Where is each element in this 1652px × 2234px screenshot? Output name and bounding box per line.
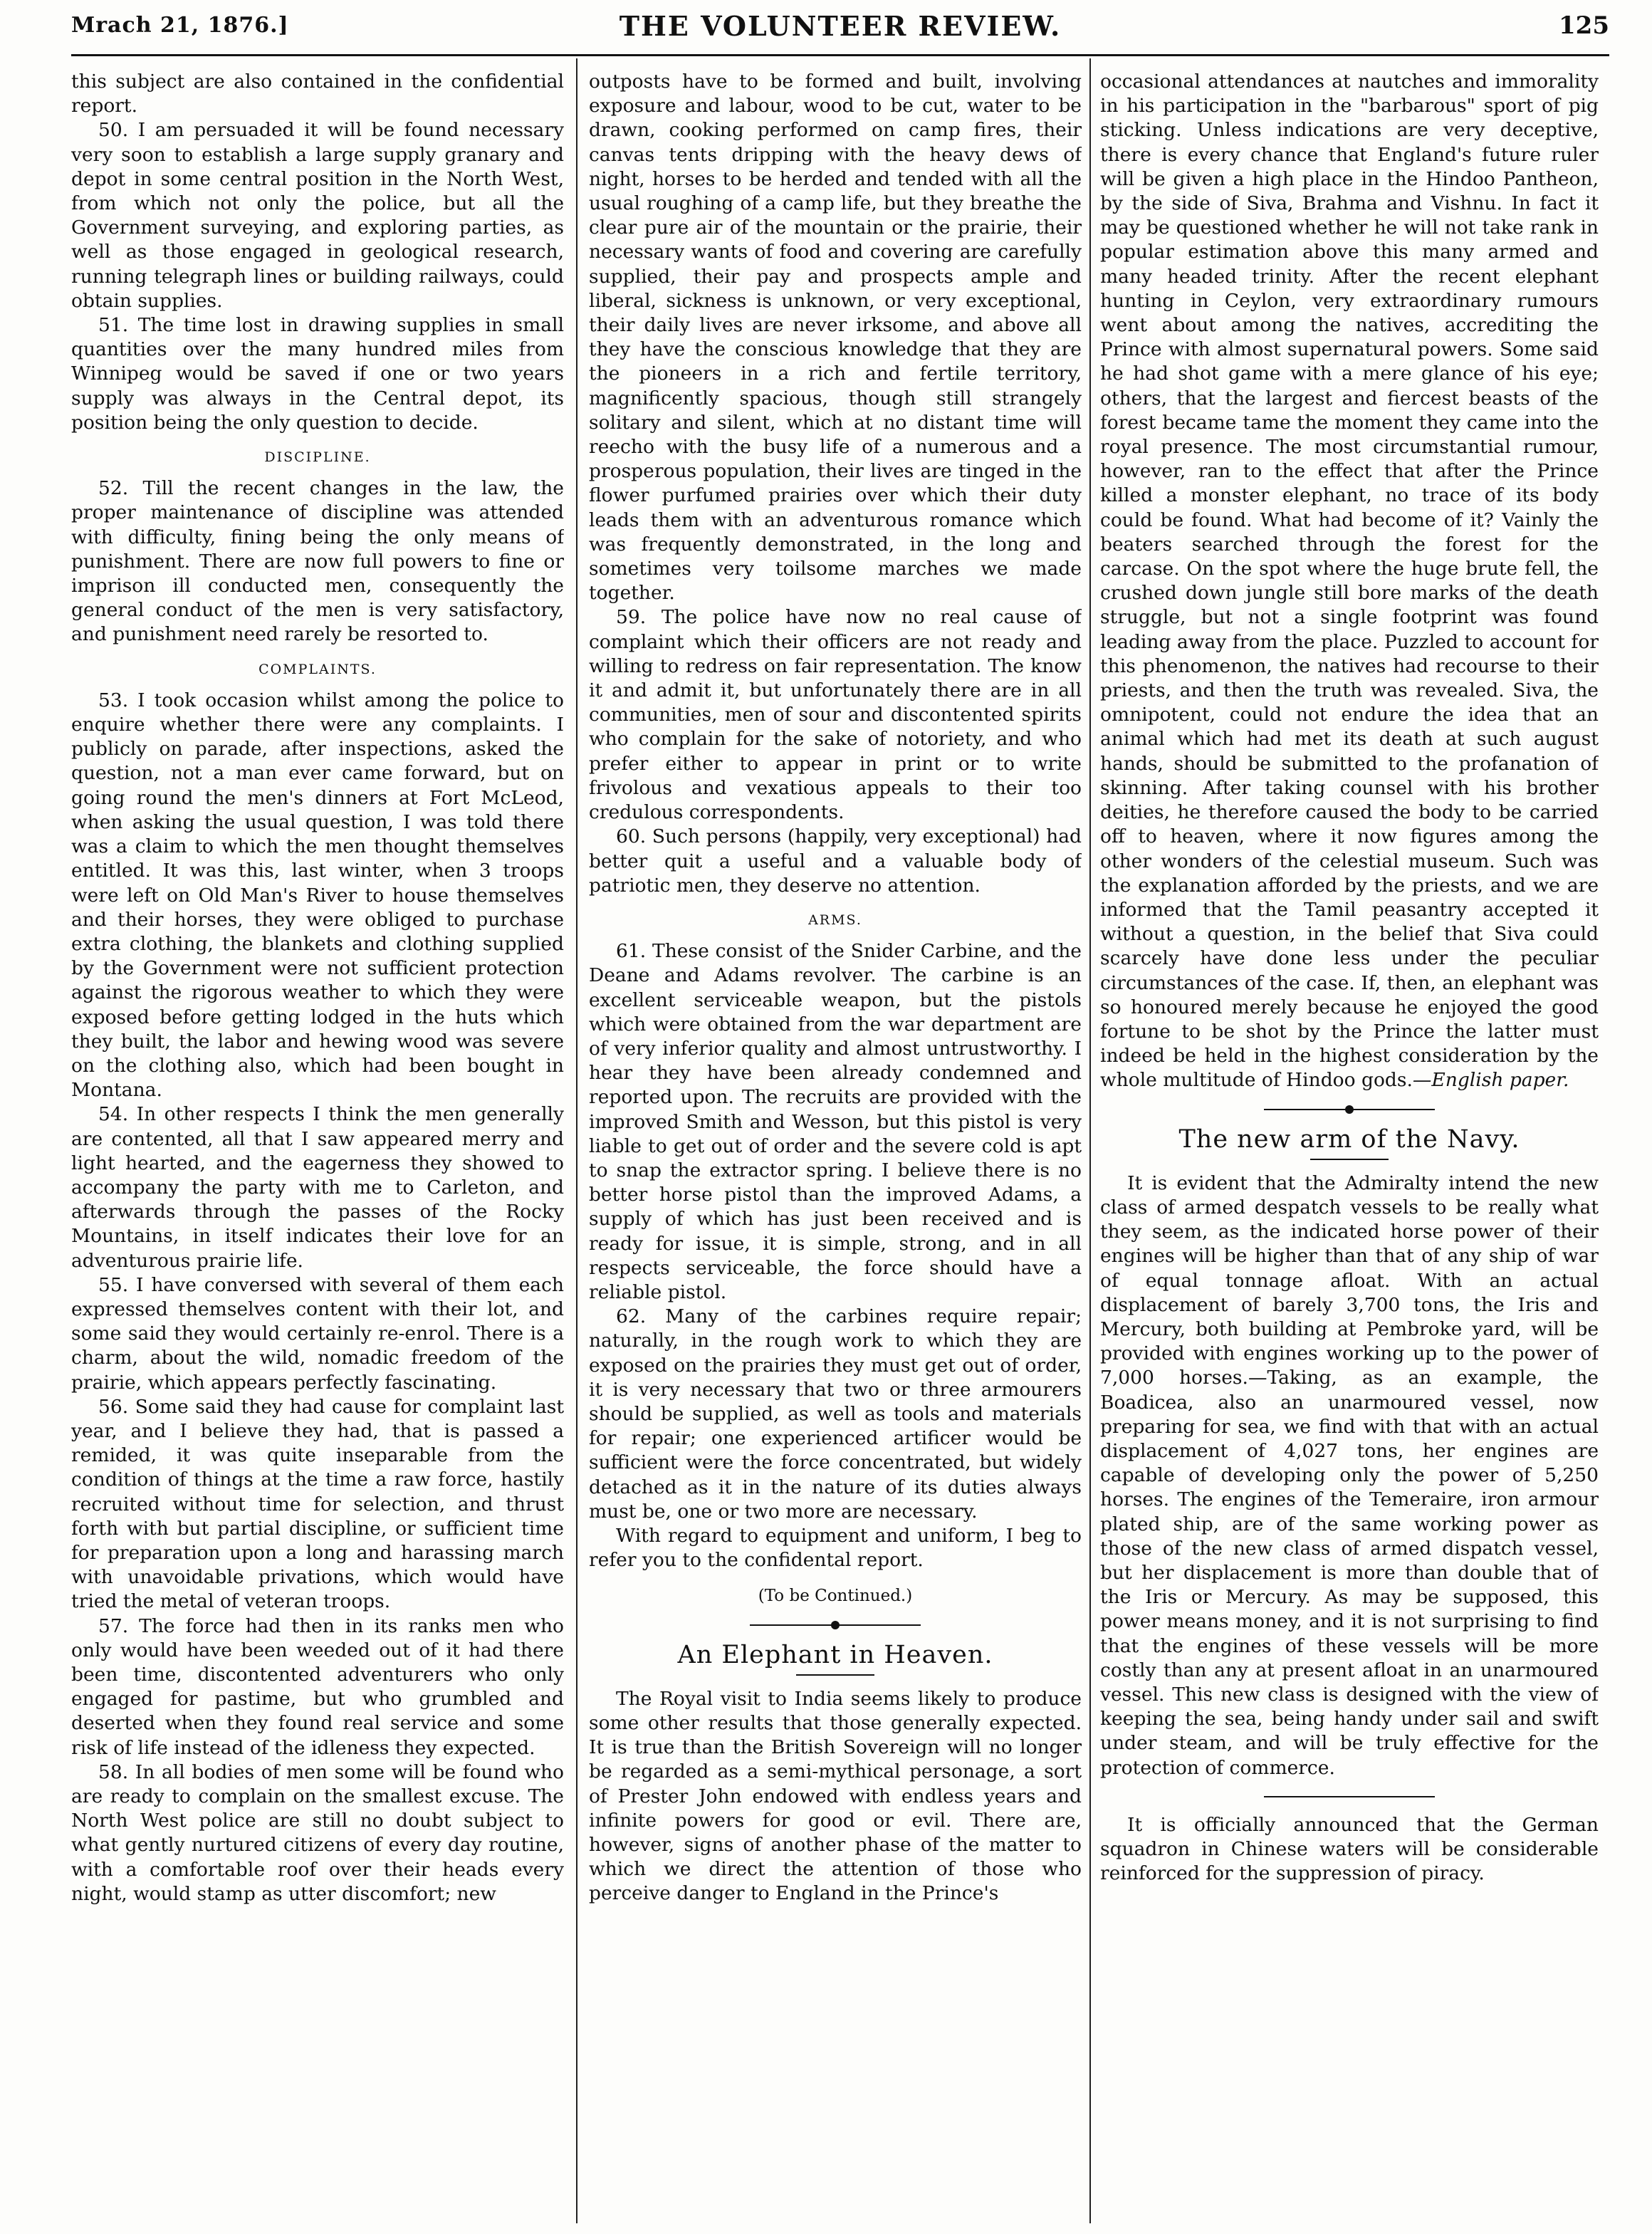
title-rule [1310, 1159, 1389, 1160]
paragraph: The Royal visit to India seems likely to produce some other results that those generally expected. It is true than the British Sovereign will no longer be regarded as a semi-mythical personage, a sort of Prester John endowed with endless years and infinite powers for good or evil. There are, however, signs of another phase of the matter to which we direct the attention of those who perceive danger to England in the Prince's [589, 1687, 1082, 1905]
column-2 [589, 70, 1082, 2220]
column-rule [576, 58, 577, 2223]
section-heading-arms: ARMS. [808, 912, 862, 928]
source-credit: —English paper. [1412, 1069, 1569, 1092]
section-heading-complaints: COMPLAINTS. [258, 661, 377, 677]
paragraph: 51. The time lost in drawing supplies in small quantities over the many hundred miles from Winnipeg would be saved if one or two years supply was always in the Central depot, its position being the only question to decide. [71, 314, 564, 434]
article-divider [1264, 1789, 1435, 1805]
article-title-elephant: An Elephant in Heaven. [677, 1640, 993, 1669]
publication-title: THE VOLUNTEER REVIEW. [619, 10, 1062, 42]
section-heading-discipline: DISCIPLINE. [264, 449, 371, 466]
paragraph: 60. Such persons (happily, very exceptional) had better quit a useful and a valuable body of patriotic men, they deserve no attention. [589, 825, 1082, 897]
paragraph: 56. Some said they had cause for complaint last year, and I believe they had, that is passed a remided, it was quite inseparable from the condition of things at the time a raw force, hastily recruited without time for selection, and thrust forth with but partial discipline, or sufficient time for preparation upon a long and harassing march with unavoidable privations, which would have tried the metal of veteran troops. [71, 1395, 564, 1613]
issue-date: Mrach 21, 1876.] [71, 13, 289, 38]
title-rule [796, 1674, 874, 1676]
article-divider [750, 1617, 921, 1633]
paragraph: It is evident that the Admiralty intend the new class of armed despatch vessels to be really what they seem, as the indicated horse power of their engines will be higher than that of any ship of war of equal tonnage afloat. With an actual displacement of barely 3,700 tons, the Iris and Mercury, both building at Pembroke yard, will be provided with engines working up to the power of 7,000 horses.—Taking, as an example, the Boadicea, also an unarmoured vessel, now preparing for sea, we find with that with an actual displacement of 4,027 tons, her engines are capable of developing only the power of 5,250 horses. The engines of the Temeraire, iron armour plated ship, are of the same working power as those of the new class of armed dispatch vessel, but her displacement is more than double that of the Iris or Mercury. As may be supposed, this power means money, and it is not surprising to find that the engines of these vessels will be more costly than any at present afloat in an unarmoured vessel. This new class is designed with the view of keeping the sea, being handy under sail and swift under steam, and will be truly effective for the protection of commerce. [1100, 1171, 1599, 1779]
paragraph: 52. Till the recent changes in the law, the proper maintenance of discipline was attended with difficulty, fining being the only means of punishment. There are now full powers to fine or imprison ill conducted men, consequently the general conduct of the men is very satisfactory, and punishment need rarely be resorted to. [71, 477, 564, 646]
paragraph: this subject are also contained in the confidential report. [71, 71, 564, 118]
paragraph: It is officially announced that the German squadron in Chinese waters will be considerable reinforced for the suppression of piracy. [1100, 1813, 1599, 1885]
paragraph: 50. I am persuaded it will be found necessary very soon to establish a large supply granary and depot in some central position in the North West, from which not only the police, but all the Government surveying, and exploring parties, as well as those engaged in geological research, running telegraph lines or building railways, could obtain supplies. [71, 119, 564, 312]
column-rule [1089, 58, 1091, 2223]
paragraph: 59. The police have now no real cause of complaint which their officers are not ready and willing to redress on fair representation. The know it and admit it, but unfortunately there are in all communities, men of sour and discontented spirits who complain for the sake of notoriety, and who prefer either to appear in print or to write frivolous and vexatious appeals to their too credulous correspondents. [589, 606, 1082, 824]
paragraph [1100, 70, 1599, 1093]
paragraph: 57. The force had then in its ranks men who only would have been weeded out of it had there been time, discontented adventurers who only engaged for pastime, but who grumbled and deserted when they found real service and some risk of life instead of the idleness they expected. [71, 1614, 564, 1759]
paragraph-text: occasional attendances at nautches and immorality in his participation in the "barbarous" sport of pig sticking. Unless indications are very deceptive, there is every chance that England's future ruler will be given a high place in the Hindoo Pantheon, by the side of Siva, Brahma and Vishnu. In fact it may be questioned whether he will not take rank in popular estimation above this many armed and many headed trinity. After the recent elephant hunting in Ceylon, very extraordinary rumours went about among the natives, accrediting the Prince with almost supernatural powers. Some said he had shot game with a mere glance of his eye; others, that the largest and fiercest beasts of the forest became tame the moment they came into the royal presence. The most circumstantial rumour, however, ran to the effect that after the Prince killed a monster elephant, no trace of its body could be found. What had become of it? Vainly the beaters searched through the forest for the carcase. On the spot where the huge brute fell, the crushed down jungle still bore marks of the death struggle, but not a single footprint was found leading away from the place. Puzzled to account for this phenomenon, the natives had recourse to their priests, and then the truth was revealed. Siva, the omnipotent, could not endure the idea that an animal which had met its death at such august hands, should be submitted to the profanation of skinning. After taking counsel with his brother deities, he therefore caused the body to be carried off to heaven, where it now figures among the other wonders of the celestial museum. Such was the explanation afforded by the priests, and we are informed that the Tamil peasantry accepted it without a question, in the belief that Siva could scarcely have done less under the peculiar circumstances of the case. If, then, an elephant was so honoured merely because he enjoyed the good fortune to be shot by the Prince the latter must indeed be held in the highest consideration by the whole multitude of Hindoo gods. [1100, 71, 1599, 1092]
page-header [71, 6, 1609, 56]
paragraph: With regard to equipment and uniform, I beg to refer you to the confidental report. [589, 1524, 1082, 1572]
article-divider [1264, 1102, 1435, 1117]
paragraph: 54. In other respects I think the men generally are contented, all that I saw appeared merry and light hearted, and the eagerness they showed to accompany the party with me to Carleton, and afterwards through the passes of the Rocky Mountains, in itself indicates their love for an adventurous prairie life. [71, 1103, 564, 1272]
column-1 [71, 70, 564, 2220]
paragraph: 53. I took occasion whilst among the police to enquire whether there were any complaints. I publicly on parade, after inspections, asked the question, not a man ever came forward, but on going round the men's dinners at Fort McLeod, when asking the usual question, I was told there was a claim to which the men thought themselves entitled. It was this, last winter, when 3 troops were left on Old Man's River to house themselves and their horses, they were obliged to purchase extra clothing, the blankets and clothing supplied by the Government were not sufficient protection against the rigorous weather to which they were exposed before getting lodged in the huts which they built, the labor and hewing wood was severe on the clothing also, which had been bought in Montana. [71, 689, 564, 1102]
paragraph: 55. I have conversed with several of them each expressed themselves content with their lot, and some said they would certainly re-enrol. There is a charm, about the wild, nomadic freedom of the prairie, which appears perfectly fascinating. [71, 1273, 564, 1394]
article-title-navy: The new arm of the Navy. [1178, 1124, 1520, 1154]
to-be-continued: (To be Continued.) [758, 1587, 913, 1606]
page-number: 125 [1559, 11, 1609, 40]
paragraph: 58. In all bodies of men some will be found who are ready to complain on the smallest excuse. The North West police are still no doubt subject to what gently nurtured citizens of every day routine, with a comfortable roof over their heads every night, would stamp as utter discomfort; new [71, 1760, 564, 1905]
column-3 [1100, 70, 1599, 2220]
paragraph: 62. Many of the carbines require repair; naturally, in the rough work to which they are exposed on the prairies they must get out of order, it is very necessary that two or three armourers should be supplied, as well as tools and materials for repair; one experienced artificer would be sufficient were the force concentrated, but widely detached as it in the nature of its duties always must be, one or two more are necessary. [589, 1305, 1082, 1523]
paragraph: outposts have to be formed and built, involving exposure and labour, wood to be cut, water to be drawn, cooking performed on camp fires, their canvas tents dripping with the heavy dews of night, horses to be herded and tended with all the usual roughing of a camp life, but they breathe the clear pure air of the mountain or the prairie, their necessary wants of food and covering are carefully supplied, their pay and prospects ample and liberal, sickness is unknown, or very exceptional, their daily lives are never irksome, and above all they have the conscious knowledge that they are the pioneers in a rich and fertile territory, magnificently spacious, though still strangely solitary and silent, which at no distant time will reecho with the busy life of a numerous and a prosperous population, their lives are tinged in the flower purfumed prairies over which their duty leads them with an adventurous romance which was frequently demonstrated, in the long and sometimes very toilsome marches we made together. [589, 71, 1082, 605]
paragraph: 61. These consist of the Snider Carbine, and the Deane and Adams revolver. The carbine is an excellent serviceable weapon, but the pistols which were obtained from the war department are of very inferior quality and almost untrustworthy. I hear they have been already condemned and reported upon. The recruits are provided with the improved Smith and Wesson, but this pistol is very liable to get out of order and the severe cold is apt to snap the extractor spring. I believe there is no better horse pistol than the improved Adams, a supply of which has just been received and is ready for issue, it is simple, strong, and in all respects serviceable, the force should have a reliable pistol. [589, 940, 1082, 1303]
